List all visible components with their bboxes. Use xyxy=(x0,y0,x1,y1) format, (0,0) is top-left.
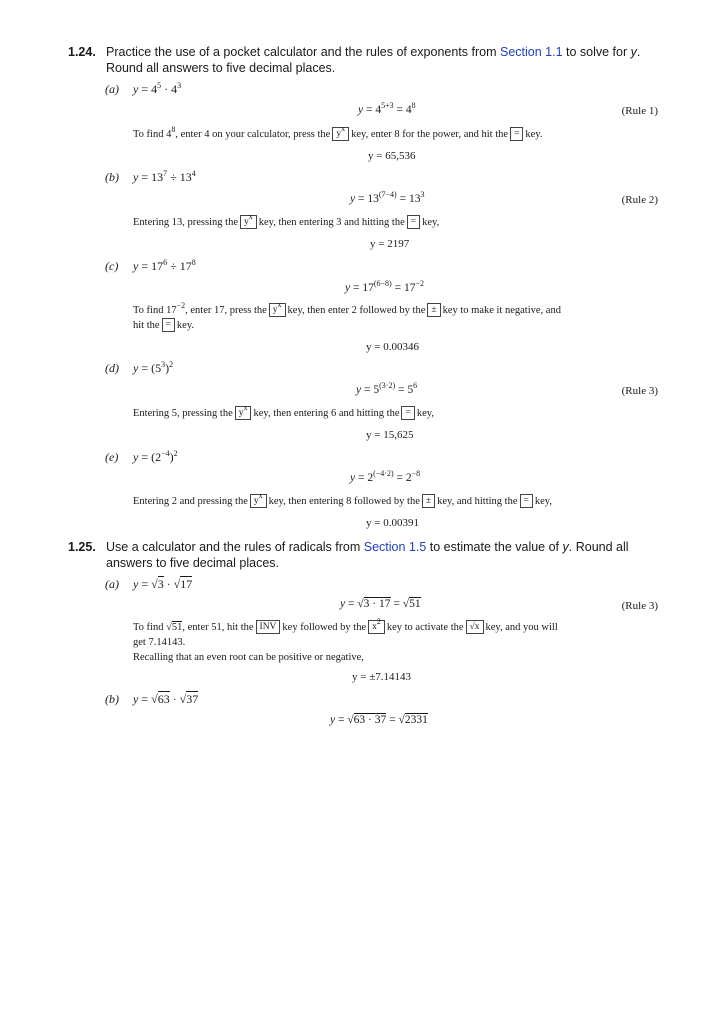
rule-label: (Rule 1) xyxy=(621,105,658,117)
equals-key: = xyxy=(162,318,175,332)
problem-statement: Use a calculator and the rules of radicals from Section 1.5 to estimate the value of y. Round all answers to five decimal places. xyxy=(106,540,629,570)
equals-key: = xyxy=(510,127,523,141)
instruction: To find $17^{-2}$, enter 17, press the $y^xkey$, then enter 2 followed by the ± key to make it negative, and hit the = key. xyxy=(133,300,561,331)
result: y = 15,625 xyxy=(366,429,414,441)
rule-label: (Rule 2) xyxy=(621,194,658,206)
equation: y = √3 · 17 = √51 xyxy=(340,598,421,610)
result: y = 2197 xyxy=(370,238,410,250)
part-a-124: (a) $y = 4^5 \cdot 4^3$ xyxy=(105,81,182,96)
equals-key: = xyxy=(407,215,420,229)
equation: $y = 13^{(7-4)} = 13^3$ xyxy=(350,190,425,205)
part-b-125: (b) y = √63 · √37 xyxy=(105,692,199,706)
rule-label: (Rule 3) xyxy=(621,600,658,612)
part-e-124: (e) $y = (2^{-4})^2$ xyxy=(105,449,178,464)
part-b-124: (b) $y = 13^7 \div 13^4$ xyxy=(105,169,196,184)
equation: $y = 4^{5+3} = 4^8$ xyxy=(358,101,416,116)
result: y = 0.00391 xyxy=(366,517,419,529)
part-d-124: (d) $y = (5^3)^2$ xyxy=(105,360,174,375)
rule-label: (Rule 3) xyxy=(621,385,658,397)
part-c-124: (c) $y = 17^6 \div 17^8$ xyxy=(105,258,196,273)
part-a-125: (a) y = √3 · √17 xyxy=(105,577,193,591)
equals-key: = xyxy=(401,406,414,420)
result: y = 65,536 xyxy=(368,150,416,162)
equation: $y = 2^{(-4\cdot 2)} = 2^{-8}$ xyxy=(350,469,421,484)
section-link[interactable]: Section 1.5 xyxy=(363,540,427,554)
sqrt-key: √x xyxy=(466,620,484,634)
result: y = 0.00346 xyxy=(366,341,419,353)
equation: y = √63 · 37 = √2331 xyxy=(330,714,428,726)
problem-statement: Practice the use of a pocket calculator and the rules of exponents from Section 1.1 to solve for y. Round all answers to five decimal places. xyxy=(106,45,641,75)
plus-minus-key: ± xyxy=(422,494,435,508)
equals-key: = xyxy=(520,494,533,508)
yx-key: $y^x$ xyxy=(235,406,252,420)
yx-key: $y^x$ xyxy=(332,127,349,141)
equation: $y = 17^{(6-8)} = 17^{-2}$ xyxy=(345,279,424,294)
instruction: To find $4^8$, enter 4 on your calculator, press the $y^xkey$, enter 8 for the power, and hit the = key. xyxy=(133,124,543,140)
problem-number: 1.24. xyxy=(68,45,96,59)
equation: $y = 5^{(3\cdot 2)} = 5^6$ xyxy=(356,381,418,396)
plus-minus-key: ± xyxy=(427,303,440,317)
result: y = ±7.14143 xyxy=(352,671,411,683)
yx-key: $y^x$ xyxy=(240,215,257,229)
yx-key: $y^x$ xyxy=(250,494,267,508)
instruction: Entering 13, pressing the $y^xkey$, then entering 3 and hitting the = key, xyxy=(133,212,440,228)
instruction: To find √51, enter 51, hit the INV key followed by the $x^2key$ to activate the √x key, and you will get 7.14143. Recalling that an even root can be positive or negative, xyxy=(133,617,558,663)
instruction: Entering 2 and pressing the $y^xkey$, then entering 8 followed by the ± key, and hitting the = key, xyxy=(133,491,552,507)
x-squared-key: $x^2$ xyxy=(368,620,385,634)
yx-key: $y^x$ xyxy=(269,303,286,317)
inv-key: INV xyxy=(256,620,281,634)
instruction: Entering 5, pressing the $y^xkey$, then entering 6 and hitting the = key, xyxy=(133,403,434,419)
section-link[interactable]: Section 1.1 xyxy=(499,45,563,59)
problem-number: 1.25. xyxy=(68,540,96,554)
